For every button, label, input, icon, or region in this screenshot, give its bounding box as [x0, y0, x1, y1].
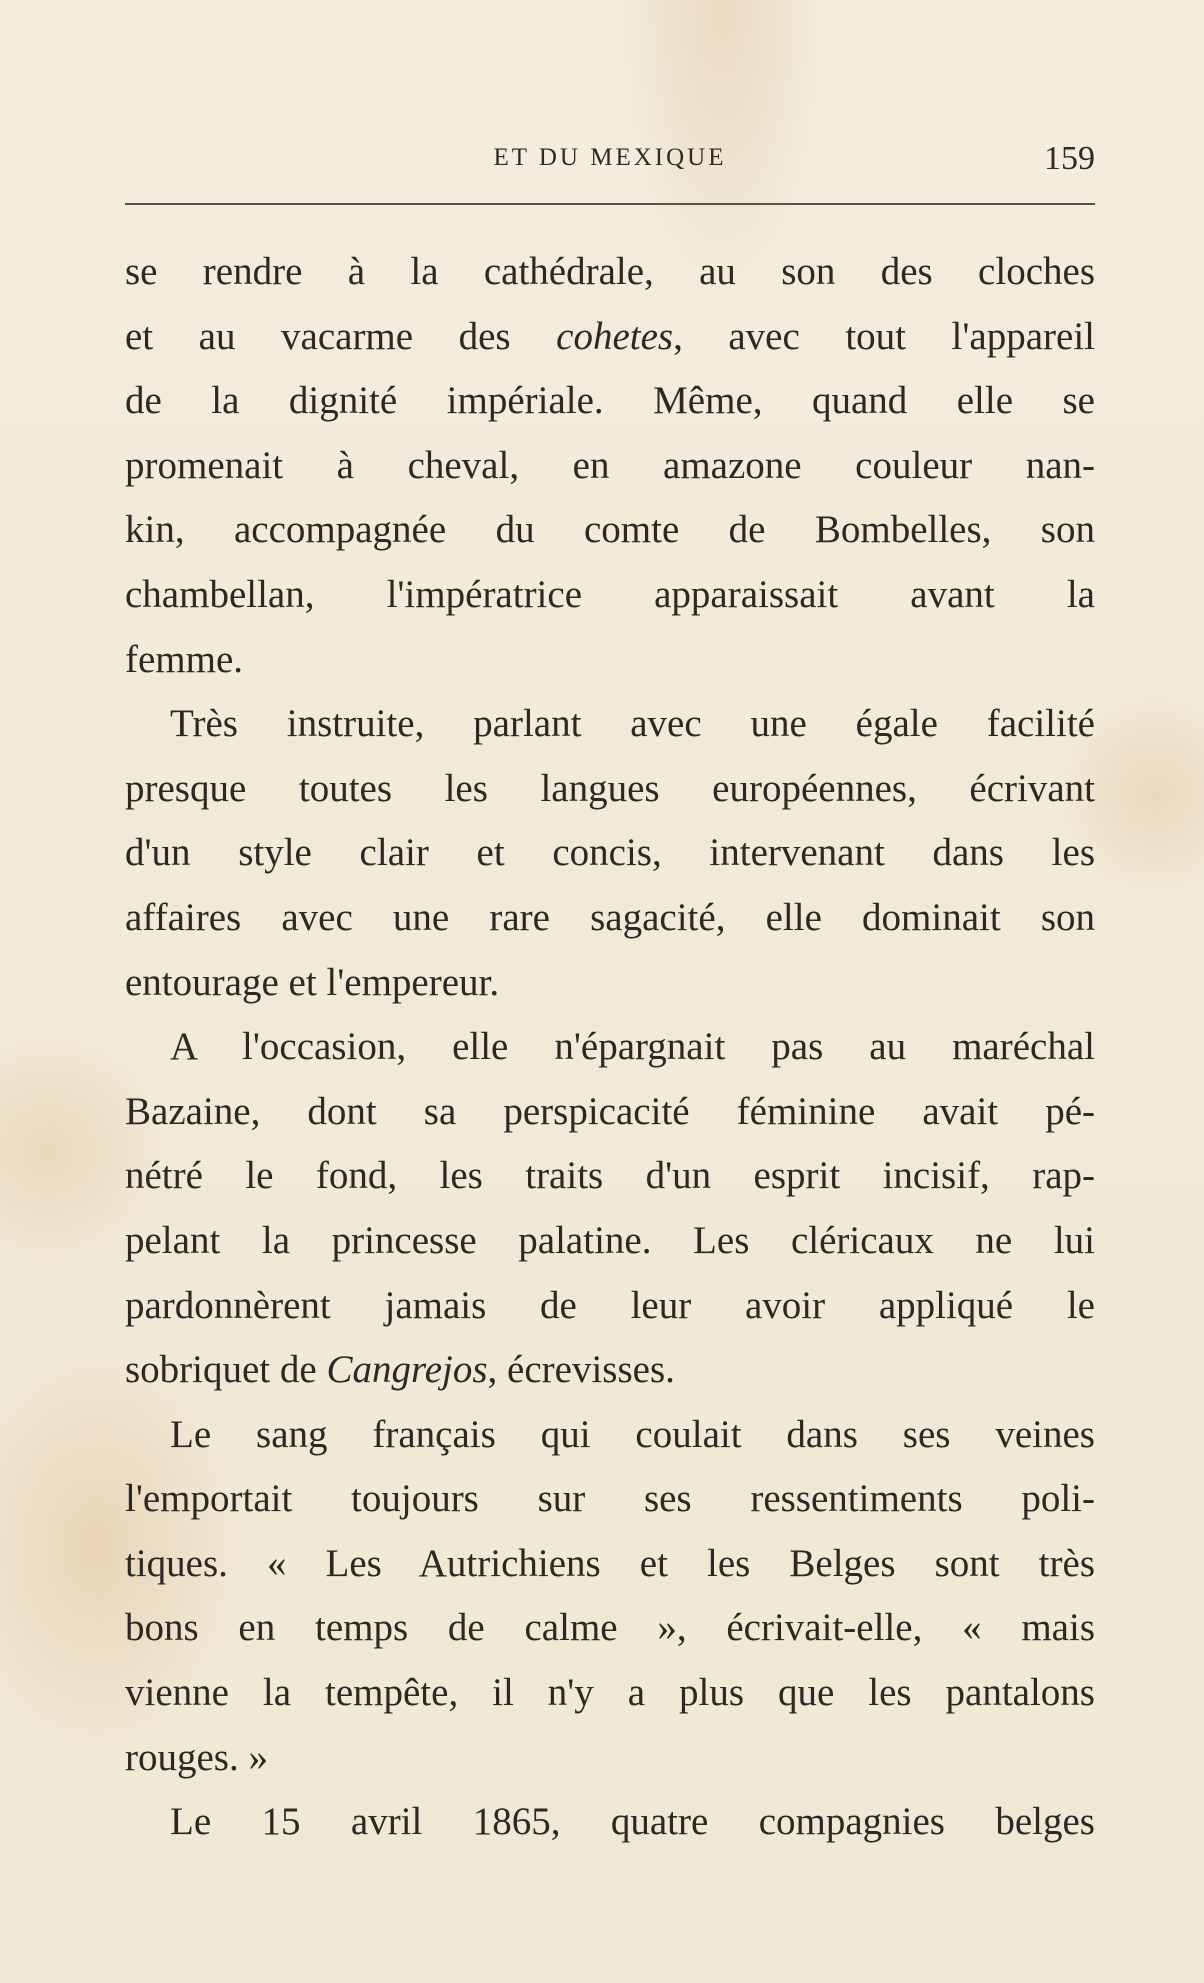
text-line: l'emportait toujours sur ses ressentiments poli-: [125, 1477, 1095, 1521]
running-title: ET DU MEXIQUE: [493, 144, 727, 171]
text-line: kin, accompagnée du comte de Bombelles, son: [125, 508, 1095, 552]
paragraph-start: Le sang français qui coulait dans ses veines: [170, 1412, 1095, 1456]
header-rule: [125, 203, 1095, 205]
paragraph-start: A l'occasion, elle n'épargnait pas au maréchal: [170, 1025, 1095, 1069]
text-line: d'un style clair et concis, intervenant dans les: [125, 831, 1095, 875]
running-head: [125, 140, 1095, 180]
body-text: [125, 240, 1095, 1855]
text-line: rouges. »: [125, 1735, 268, 1779]
page-number: 159: [1044, 140, 1095, 177]
text-line: nétré le fond, les traits d'un esprit incisif, rap-: [125, 1154, 1095, 1198]
text-line: affaires avec une rare sagacité, elle dominait son: [125, 895, 1095, 939]
paragraph-start: Le 15 avril 1865, quatre compagnies belges: [170, 1800, 1095, 1844]
text-line: promenait à cheval, en amazone couleur nan-: [125, 443, 1095, 487]
text-line: bons en temps de calme », écrivait-elle, « mais: [125, 1606, 1095, 1650]
italic-word: cohetes: [556, 314, 674, 358]
text-line: femme.: [125, 637, 244, 681]
text-line: se rendre à la cathédrale, au son des cloches: [125, 250, 1095, 293]
text-line: presque toutes les langues européennes, écrivant: [125, 766, 1095, 810]
paragraph-start: Très instruite, parlant avec une égale facilité: [170, 702, 1095, 746]
text-line: et au vacarme des cohetes, avec tout l'appareil: [125, 314, 1095, 358]
text-line: tiques. « Les Autrichiens et les Belges sont très: [125, 1541, 1095, 1585]
text-line: Bazaine, dont sa perspicacité féminine avait pé-: [125, 1089, 1095, 1133]
text-line: chambellan, l'impératrice apparaissait avant la: [125, 572, 1095, 616]
text-line: entourage et l'empereur.: [125, 960, 500, 1004]
text-line: de la dignité impériale. Même, quand elle se: [125, 379, 1095, 423]
text-line: sobriquet de Cangrejos, écrevisses.: [125, 1348, 675, 1392]
italic-word: Cangrejos: [326, 1348, 488, 1392]
text-line: vienne la tempête, il n'y a plus que les pantalons: [125, 1671, 1095, 1715]
text-line: pardonnèrent jamais de leur avoir appliqué le: [125, 1283, 1095, 1327]
text-line: pelant la princesse palatine. Les cléricaux ne lui: [125, 1218, 1095, 1262]
